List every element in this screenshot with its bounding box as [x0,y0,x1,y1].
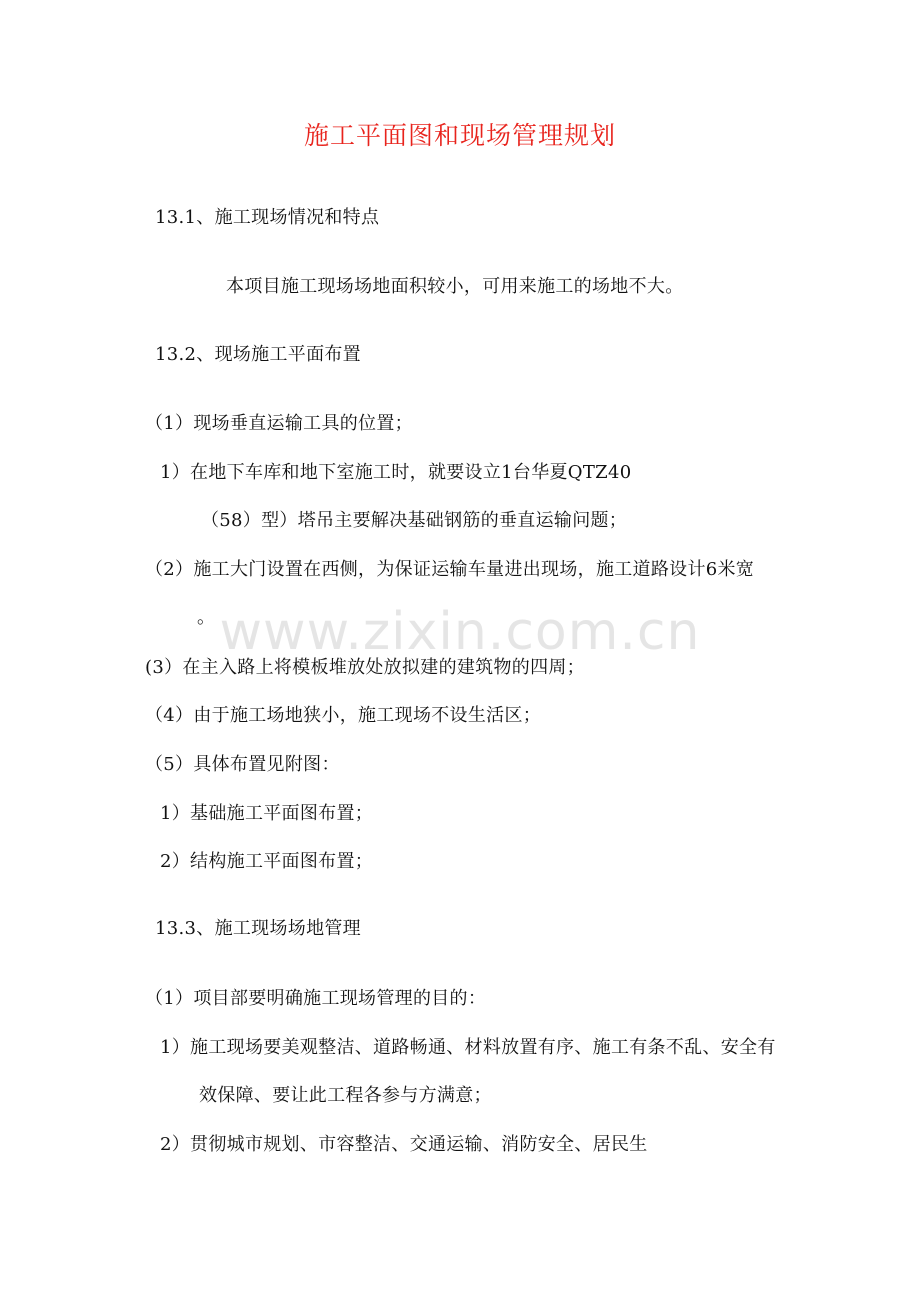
sub-item-management-1: 1）施工现场要美观整洁、道路畅通、材料放置有序、施工有条不乱、安全有 [160,1037,776,1058]
section-heading-13-1: 13.1、施工现场情况和特点 [155,207,380,228]
list-item-5: （5）具体布置见附图： [145,754,340,775]
sub-item-management-2: 2）贯彻城市规划、市容整洁、交通运输、消防安全、居民生 [160,1134,648,1155]
section-heading-13-3: 13.3、施工现场场地管理 [155,918,361,939]
list-item-2-continued: 。 [197,607,216,628]
section-heading-13-2: 13.2、现场施工平面布置 [155,344,361,365]
list-item-2: （2）施工大门设置在西侧，为保证运输车量进出现场，施工道路设计6米宽 [145,559,755,580]
list-item-3: (3）在主入路上将模板堆放处放拟建的建筑物的四周； [145,657,585,678]
paragraph-site-conditions: 本项目施工现场场地面积较小，可用来施工的场地不大。 [226,276,684,297]
list-item-management-1: （1）项目部要明确施工现场管理的目的： [145,988,487,1009]
document-title: 施工平面图和现场管理规划 [303,121,616,150]
list-item-4: （4）由于施工场地狭小，施工现场不设生活区； [145,705,542,726]
sub-item-structure-plan: 2）结构施工平面图布置； [160,851,374,872]
sub-item-foundation-plan: 1）基础施工平面图布置； [160,803,374,824]
sub-item-1-continued: （58）型）塔吊主要解决基础钢筋的垂直运输问题； [201,510,628,531]
sub-item-1: 1）在地下车库和地下室施工时，就要设立1台华夏QTZ40 [160,462,632,483]
list-item-1: （1）现场垂直运输工具的位置； [145,413,413,434]
watermark: www.zixin.com.cn [219,602,701,662]
sub-item-management-1-continued: 效保障、要让此工程各参与方满意； [199,1085,492,1106]
